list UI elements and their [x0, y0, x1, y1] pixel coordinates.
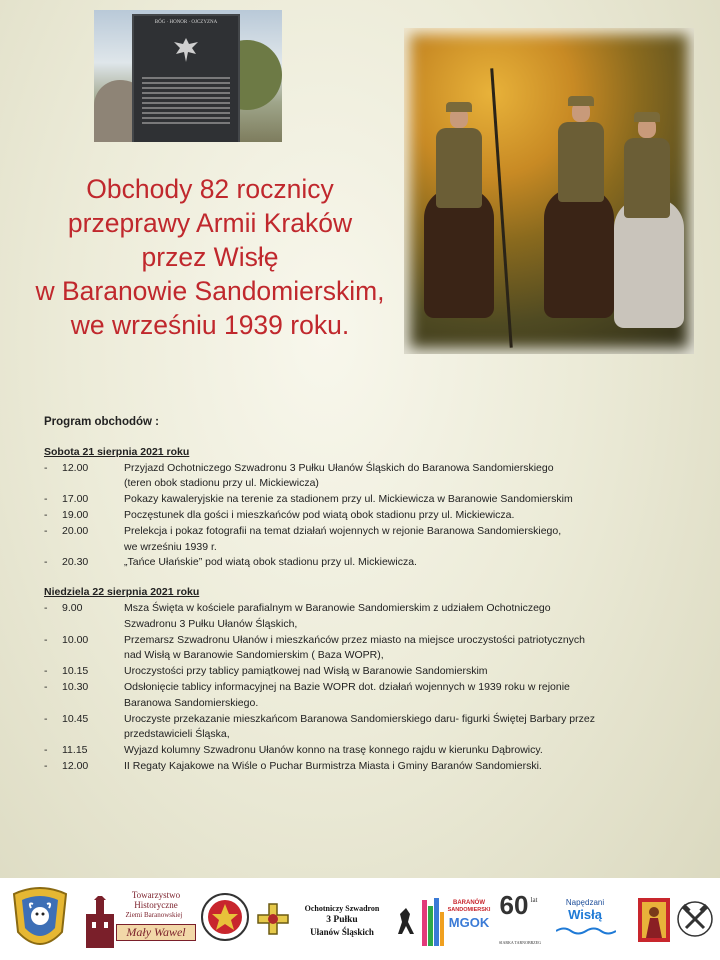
- description-line: nad Wisłą w Baranowie Sandomierskim ( Baza WOPR),: [124, 649, 384, 662]
- towarzystwo-line1: Towarzystwo: [131, 890, 181, 900]
- bullet-dash: -: [44, 680, 48, 693]
- plaque-inscription: [142, 74, 230, 127]
- program-item: [44, 633, 684, 665]
- cavalry-riders-photo: [404, 28, 694, 354]
- program-day: [44, 445, 684, 571]
- program-day: [44, 585, 684, 775]
- program-description: [124, 492, 684, 508]
- bullet-dash: -: [44, 665, 48, 678]
- napedzani-wisla-logo: [550, 896, 630, 942]
- program-description: [124, 633, 684, 665]
- szwadron-line1: Ochotniczy Szwadron: [304, 904, 380, 913]
- mgok-logo: [422, 896, 494, 948]
- program-time: 10.30: [62, 680, 89, 693]
- description-line: II Regaty Kajakowe na Wiśle o Puchar Burmistrza Miasta i Gminy Baranów Sandomierski.: [124, 759, 542, 772]
- program-time: 20.00: [62, 524, 89, 537]
- program-time: 10.15: [62, 665, 89, 678]
- program-time: 10.45: [62, 712, 89, 725]
- sixty-sub: lat: [530, 896, 538, 904]
- event-program: [44, 415, 684, 775]
- saint-barbara-image-icon: [638, 898, 670, 942]
- memorial-plaque-photo: [94, 10, 282, 142]
- description-line: Msza Święta w kościele parafialnym w Baranowie Sandomierskim z udziałem Ochotniczego: [124, 601, 551, 614]
- program-item: [44, 508, 684, 524]
- description-line: Szwadronu 3 Pułku Ułanów Śląskich,: [124, 617, 298, 630]
- bullet-dash: -: [44, 744, 48, 757]
- fire-brigade-emblem-icon: [200, 892, 250, 942]
- towarzystwo-line3: Ziemi Baranowskiej: [125, 911, 183, 919]
- sponsor-logos-bar: [0, 878, 720, 960]
- day-heading: Niedziela 22 sierpnia 2021 roku: [44, 586, 200, 599]
- bullet-dash: -: [44, 508, 48, 521]
- description-line: Odsłonięcie tablicy informacyjnej na Bazie WOPR dot. działań wojennych w 1939 roku w rejonie: [124, 680, 570, 693]
- title-line: Obchody 82 rocznicy: [86, 174, 334, 204]
- description-line: Przyjazd Ochotniczego Szwadronu 3 Pułku Ułanów Śląskich do Baranowa Sandomierskiego: [124, 461, 554, 474]
- program-item: [44, 664, 684, 680]
- description-line: Pokazy kawaleryjskie na terenie za stadionem przy ul. Mickiewicza w Baranowie Sandomierskim: [124, 493, 573, 506]
- program-time: 11.15: [62, 744, 88, 757]
- bullet-dash: -: [44, 461, 48, 474]
- bullet-dash: -: [44, 601, 48, 614]
- towarzystwo-line2: Historyczne: [134, 900, 178, 910]
- program-time: 10.00: [62, 633, 89, 646]
- description-line: we wrześniu 1939 r.: [124, 540, 217, 553]
- program-time: 19.00: [62, 508, 89, 521]
- program-description: [124, 759, 684, 775]
- military-cross-emblem-icon: [256, 902, 290, 936]
- sixty-number: 60: [499, 890, 529, 920]
- program-time: 12.00: [62, 461, 89, 474]
- ochotniczy-szwadron-logo: [296, 904, 388, 944]
- description-line: Prelekcja i pokaz fotografii na temat działań wojennych w rejonie Baranowa Sandomierskiego,: [124, 524, 562, 537]
- castle-icon: [82, 896, 118, 948]
- program-item: [44, 712, 684, 744]
- description-line: Uroczyste przekazanie mieszkańcom Baranowa Sandomierskiego daru- figurki Świętej Barbary przez: [124, 712, 595, 725]
- program-item: [44, 461, 684, 493]
- description-line: Poczęstunek dla gości i mieszkańców pod wiatą obok stadionu przy ul. Mickiewicza.: [124, 508, 515, 521]
- towarzystwo-line4: Mały Wawel: [116, 924, 196, 941]
- program-description: [124, 508, 684, 524]
- program-item: [44, 680, 684, 712]
- towarzystwo-historyczne-logo: [82, 886, 194, 950]
- day-heading: Sobota 21 sierpnia 2021 roku: [44, 445, 190, 458]
- program-item: [44, 759, 684, 775]
- bullet-dash: -: [44, 493, 48, 506]
- memorial-plaque: [132, 14, 240, 142]
- program-time: 12.00: [62, 759, 89, 772]
- title-line: w Baranowie Sandomierskim,: [35, 276, 385, 306]
- szwadron-line3: Ułanów Śląskich: [310, 927, 374, 937]
- wave-icon: [556, 926, 616, 936]
- program-item: [44, 492, 684, 508]
- title-line: we wrześniu 1939 roku.: [70, 310, 350, 340]
- baranow-coat-of-arms-icon: [6, 884, 74, 956]
- mgok-line1: BARANÓW: [453, 900, 485, 906]
- plaque-motto: BÓG · HONOR · OJCZYZNA: [154, 20, 218, 25]
- mgok-line2: SANDOMIERSKI: [447, 907, 491, 913]
- program-description: [124, 461, 684, 493]
- bullet-dash: -: [44, 759, 48, 772]
- program-time: 9.00: [62, 601, 83, 614]
- description-line: Przemarsz Szwadronu Ułanów i mieszkańców przez miasto na miejsce uroczystości patriotycznych: [124, 633, 585, 646]
- program-description: [124, 743, 684, 759]
- description-line: (teren obok stadionu przy ul. Mickiewicza): [124, 477, 319, 490]
- description-line: przedstawicieli Śląska,: [124, 728, 230, 741]
- program-description: [124, 712, 684, 744]
- program-time: 17.00: [62, 493, 89, 506]
- mining-hammers-emblem-icon: [676, 900, 714, 938]
- description-line: Wyjazd kolumny Szwadronu Ułanów konno na trasę konnego rajdu w kierunku Dąbrowicy.: [124, 744, 543, 757]
- program-description: [124, 524, 684, 556]
- mgok-line3: MGOK: [448, 915, 490, 930]
- sixty-small: SIARKA TARNOBRZEG: [498, 940, 542, 945]
- eagle-emblem-icon: [170, 34, 202, 66]
- program-time: 20.30: [62, 556, 89, 569]
- title-line: przez Wisłę: [141, 242, 279, 272]
- program-heading: Program obchodów :: [44, 416, 159, 428]
- napedzani-line2: Wisłą: [568, 907, 602, 922]
- description-line: Baranowa Sandomierskiego.: [124, 696, 259, 709]
- title-line: przeprawy Armii Kraków: [67, 208, 353, 238]
- description-line: Uroczystości przy tablicy pamiątkowej nad Wisłą w Baranowie Sandomierskim: [124, 665, 488, 678]
- program-description: [124, 601, 684, 633]
- program-item: [44, 524, 684, 556]
- program-description: [124, 664, 684, 680]
- bullet-dash: -: [44, 556, 48, 569]
- event-title: [20, 172, 400, 342]
- program-item: [44, 601, 684, 633]
- program-description: [124, 555, 684, 571]
- bullet-dash: -: [44, 633, 48, 646]
- program-item: [44, 555, 684, 571]
- program-item: [44, 743, 684, 759]
- program-description: [124, 680, 684, 712]
- szwadron-line2: 3 Pułku: [326, 915, 358, 925]
- napedzani-line1: Napędzani: [565, 898, 605, 907]
- siarka-60-years-logo: [498, 890, 542, 952]
- bullet-dash: -: [44, 712, 48, 725]
- horseman-silhouette-icon: [394, 904, 418, 938]
- mgok-bars-icon: [422, 896, 444, 946]
- bullet-dash: -: [44, 524, 48, 537]
- description-line: „Tańce Ułańskie” pod wiatą obok stadionu przy ul. Mickiewicza.: [124, 556, 417, 569]
